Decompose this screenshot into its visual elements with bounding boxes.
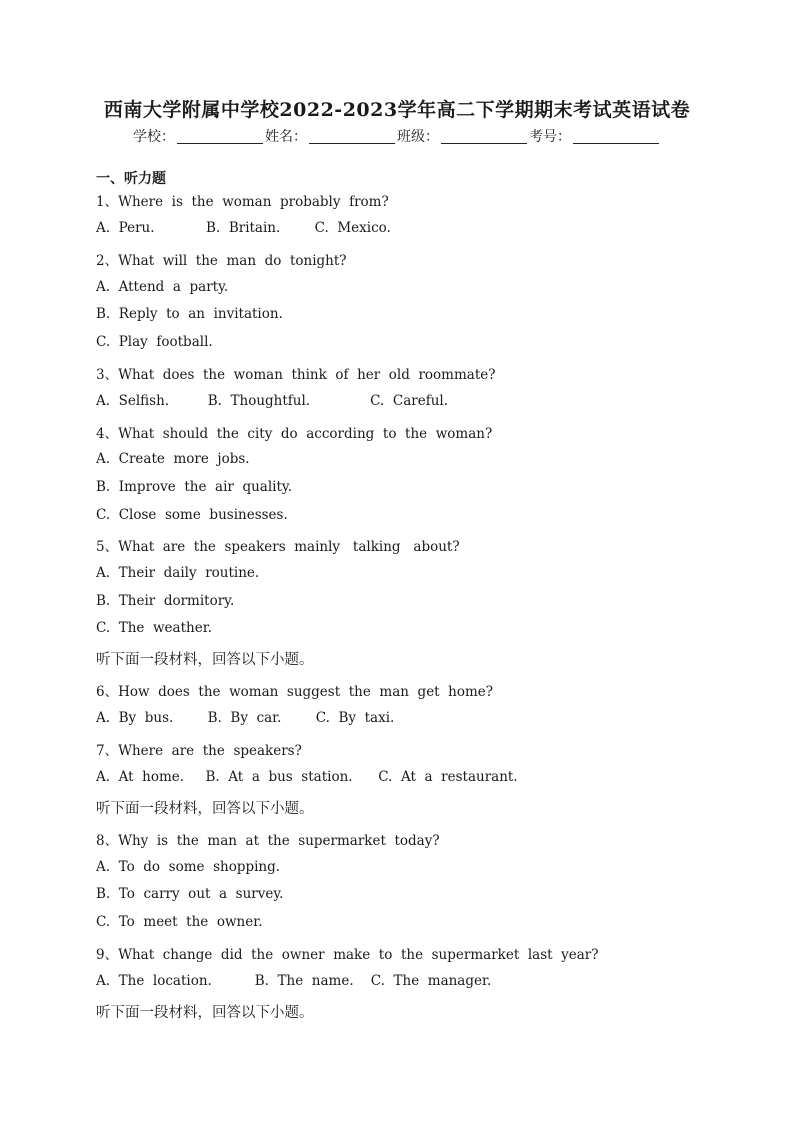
student-info-line — [0, 126, 794, 146]
answer-option: A. To do some shopping. — [96, 859, 281, 875]
class-blank — [441, 129, 527, 144]
answer-option: A. Create more jobs. — [96, 451, 250, 467]
answer-option: A. Their daily routine. — [96, 565, 260, 581]
section-heading: 一、听力题 — [96, 171, 166, 187]
answer-option: A. By bus. B. By car. C. By taxi. — [96, 710, 395, 726]
answer-option: B. To carry out a survey. — [96, 886, 284, 902]
question-text: 6、How does the woman suggest the man get home? — [96, 684, 494, 700]
exam-number-blank — [573, 129, 659, 144]
answer-option: B. Reply to an invitation. — [96, 306, 283, 322]
name-blank — [309, 129, 395, 144]
exam-number-label: 考号： — [529, 129, 571, 145]
answer-option: C. Play football. — [96, 334, 213, 350]
question-text: 2、What will the man do tonight? — [96, 253, 347, 269]
instruction-text: 听下面一段材料，回答以下小题。 — [96, 801, 314, 817]
question-text: 8、Why is the man at the supermarket today? — [96, 833, 440, 849]
answer-option: A. At home. B. At a bus station. C. At a restaurant. — [96, 769, 518, 785]
answer-option: A. Attend a party. — [96, 279, 229, 295]
school-label: 学校： — [133, 129, 175, 145]
answer-option: B. Improve the air quality. — [96, 479, 293, 495]
answer-option: A. The location. B. The name. C. The manager. — [96, 973, 492, 989]
answer-option: C. Close some businesses. — [96, 507, 288, 523]
question-text: 7、Where are the speakers? — [96, 743, 302, 759]
instruction-text: 听下面一段材料，回答以下小题。 — [96, 652, 314, 668]
question-text: 4、What should the city do according to the woman? — [96, 426, 493, 442]
answer-option: B. Their dormitory. — [96, 593, 235, 609]
answer-option: A. Peru. B. Britain. C. Mexico. — [96, 220, 391, 236]
answer-option: A. Selfish. B. Thoughtful. C. Careful. — [96, 393, 449, 409]
class-label: 班级： — [397, 129, 439, 145]
question-text: 9、What change did the owner make to the supermarket last year? — [96, 947, 599, 963]
question-text: 1、Where is the woman probably from? — [96, 194, 389, 210]
instruction-text: 听下面一段材料，回答以下小题。 — [96, 1005, 314, 1021]
answer-option: C. The weather. — [96, 620, 212, 636]
school-blank — [177, 129, 263, 144]
exam-title: 西南大学附属中学校2022-2023学年高二下学期期末考试英语试卷 — [103, 99, 691, 121]
question-text: 3、What does the woman think of her old roommate? — [96, 367, 496, 383]
name-label: 姓名： — [265, 129, 307, 145]
answer-option: C. To meet the owner. — [96, 914, 263, 930]
question-text: 5、What are the speakers mainly talking about? — [96, 539, 460, 555]
